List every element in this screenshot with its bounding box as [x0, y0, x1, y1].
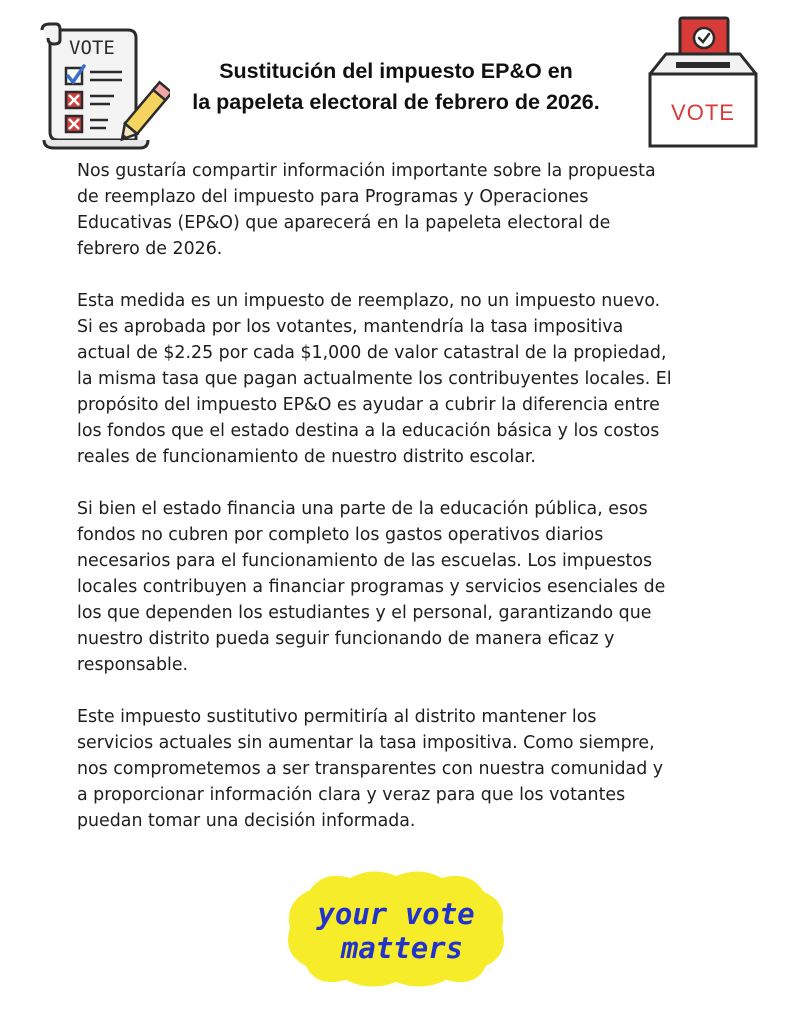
- paragraph-line: fondos no cubren por completo los gastos operativos diarios: [77, 525, 604, 545]
- paragraph-4: [77, 704, 737, 834]
- paragraph-line: de reemplazo del impuesto para Programas y Operaciones: [77, 187, 589, 207]
- paragraph-line: febrero de 2026.: [77, 239, 223, 259]
- paragraph-line: Nos gustaría compartir información importante sobre la propuesta: [77, 161, 656, 181]
- paragraph-line: locales contribuyen a financiar programas y servicios esenciales de: [77, 577, 666, 597]
- paragraph-line: los fondos que el estado destina a la educación básica y los costos: [77, 421, 660, 441]
- paragraph-line: responsable.: [77, 655, 189, 675]
- title-line-2: la papeleta electoral de febrero de 2026.: [192, 90, 600, 114]
- paragraph-line: puedan tomar una decisión informada.: [77, 811, 416, 831]
- paragraph-line: actual de $2.25 por cada $1,000 de valor catastral de la propiedad,: [77, 343, 667, 363]
- ballot-label: VOTE: [69, 37, 115, 59]
- paragraph-line: a proporcionar información clara y veraz para que los votantes: [77, 785, 626, 805]
- paragraph-2: [77, 288, 737, 470]
- paragraph-line: Si es aprobada por los votantes, mantendría la tasa impositiva: [77, 317, 624, 337]
- page-title: [150, 56, 642, 118]
- paragraph-line: nuestro distrito pueda seguir funcionando de manera eficaz y: [77, 629, 615, 649]
- paragraph-line: necesarios para el funcionamiento de las escuelas. Los impuestos: [77, 551, 653, 571]
- paragraph-line: Educativas (EP&O) que aparecerá en la papeleta electoral de: [77, 213, 611, 233]
- paragraph-line: Este impuesto sustitutivo permitiría al distrito mantener los: [77, 707, 597, 727]
- paragraph-line: nos comprometemos a ser transparentes con nuestra comunidad y: [77, 759, 664, 779]
- paragraph-3: [77, 496, 737, 678]
- title-line-1: Sustitución del impuesto EP&O en: [219, 59, 573, 83]
- box-label: VOTE: [671, 100, 735, 125]
- paragraph-1: [77, 158, 737, 262]
- badge-line-1: your vote: [317, 897, 475, 931]
- badge-line-2: matters: [340, 931, 464, 965]
- paragraph-line: la misma tasa que pagan actualmente los contribuyentes locales. El: [77, 369, 672, 389]
- ballot-box-icon: [642, 14, 764, 152]
- paragraph-line: los que dependen los estudiantes y el personal, garantizando que: [77, 603, 652, 623]
- paragraph-line: Esta medida es un impuesto de reemplazo, no un impuesto nuevo.: [77, 291, 661, 311]
- paragraph-line: Si bien el estado financia una parte de la educación pública, esos: [77, 499, 648, 519]
- your-vote-matters-badge: [280, 866, 512, 992]
- paragraph-line: reales de funcionamiento de nuestro distrito escolar.: [77, 447, 536, 467]
- paragraph-line: propósito del impuesto EP&O es ayudar a cubrir la diferencia entre: [77, 395, 660, 415]
- body-text: [77, 158, 737, 860]
- paragraph-line: servicios actuales sin aumentar la tasa impositiva. Como siempre,: [77, 733, 655, 753]
